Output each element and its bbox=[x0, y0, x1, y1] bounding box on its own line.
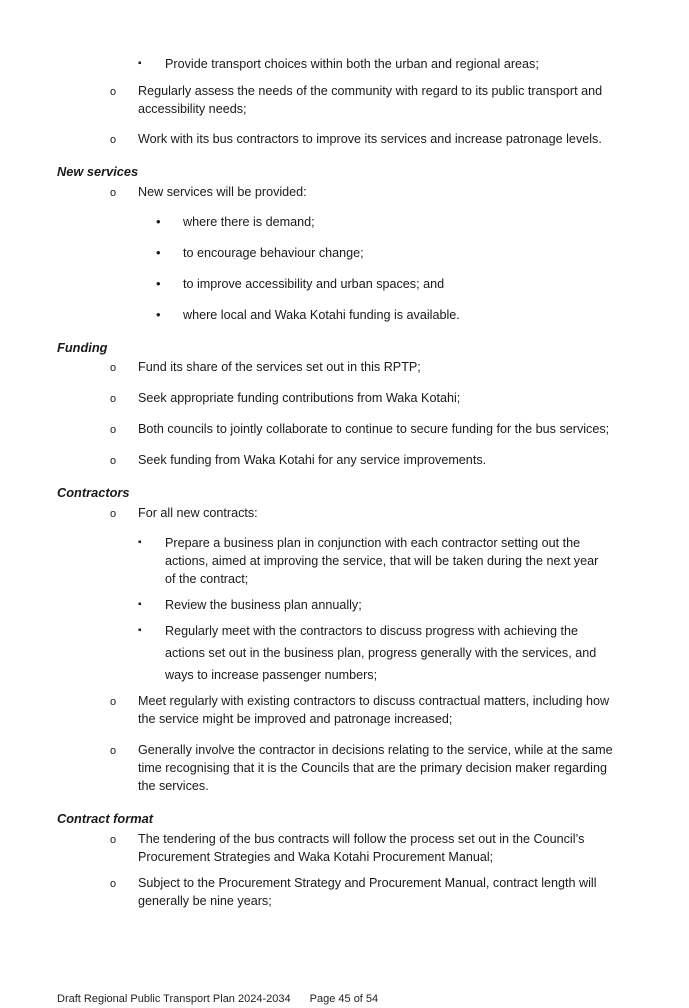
list-item: Seek appropriate funding contributions from Waka Kotahi; bbox=[138, 391, 461, 405]
list-item: Review the business plan annually; bbox=[165, 598, 362, 612]
list-item-continued: generally be nine years; bbox=[138, 894, 272, 908]
list-item: Both councils to jointly collaborate to continue to secure funding for the bus services; bbox=[138, 422, 610, 436]
circle-bullet-icon: o bbox=[110, 362, 117, 374]
list-item-continued: time recognising that it is the Councils that are the primary decision maker regarding bbox=[138, 761, 607, 775]
dot-bullet-icon: • bbox=[156, 276, 161, 291]
circle-bullet-icon: o bbox=[110, 508, 117, 520]
circle-bullet-icon: o bbox=[110, 745, 117, 757]
circle-bullet-icon: o bbox=[110, 86, 117, 98]
section-heading-funding: Funding bbox=[57, 340, 108, 355]
section-heading-contractors: Contractors bbox=[57, 485, 130, 500]
list-item: For all new contracts: bbox=[138, 506, 258, 520]
list-item: Prepare a business plan in conjunction with each contractor setting out the bbox=[165, 536, 581, 550]
list-item-continued: of the contract; bbox=[165, 572, 249, 586]
list-item-continued: Procurement Strategies and Waka Kotahi Procurement Manual; bbox=[138, 850, 494, 864]
page-footer bbox=[57, 990, 394, 1008]
list-item: Seek funding from Waka Kotahi for any service improvements. bbox=[138, 453, 487, 467]
square-bullet-icon: ▪ bbox=[138, 599, 142, 610]
square-bullet-icon: ▪ bbox=[138, 58, 142, 69]
section-heading-new-services: New services bbox=[57, 164, 139, 179]
circle-bullet-icon: o bbox=[110, 134, 117, 146]
list-item: New services will be provided: bbox=[138, 185, 307, 199]
list-item: to encourage behaviour change; bbox=[183, 246, 364, 260]
list-item: Regularly meet with the contractors to discuss progress with achieving the bbox=[165, 624, 578, 638]
dot-bullet-icon: • bbox=[156, 307, 161, 322]
list-item-continued: the service might be improved and patronage increased; bbox=[138, 712, 453, 726]
list-item: where there is demand; bbox=[183, 215, 315, 229]
circle-bullet-icon: o bbox=[110, 424, 117, 436]
circle-bullet-icon: o bbox=[110, 834, 117, 846]
list-item: Regularly assess the needs of the community with regard to its public transport and bbox=[138, 84, 603, 98]
list-item-continued: accessibility needs; bbox=[138, 102, 247, 116]
list-item: Generally involve the contractor in decisions relating to the service, while at the same bbox=[138, 743, 613, 757]
list-item-continued: actions, aimed at improving the service, that will be taken during the next year bbox=[165, 554, 599, 568]
dot-bullet-icon: • bbox=[156, 245, 161, 260]
list-item: Work with its bus contractors to improve its services and increase patronage levels. bbox=[138, 132, 602, 146]
footer-page-number: Page 45 of 54 bbox=[309, 993, 379, 1005]
list-item-continued: ways to increase passenger numbers; bbox=[165, 668, 378, 682]
circle-bullet-icon: o bbox=[110, 455, 117, 467]
list-item: Subject to the Procurement Strategy and Procurement Manual, contract length will bbox=[138, 876, 597, 890]
square-bullet-icon: ▪ bbox=[138, 537, 142, 548]
circle-bullet-icon: o bbox=[110, 696, 117, 708]
list-item: Meet regularly with existing contractors to discuss contractual matters, including how bbox=[138, 694, 610, 708]
square-bullet-icon: ▪ bbox=[138, 625, 142, 636]
dot-bullet-icon: • bbox=[156, 214, 161, 229]
list-item: where local and Waka Kotahi funding is available. bbox=[183, 308, 460, 322]
circle-bullet-icon: o bbox=[110, 393, 117, 405]
list-item: The tendering of the bus contracts will follow the process set out in the Council’s bbox=[138, 832, 585, 846]
footer-document-title: Draft Regional Public Transport Plan 2024-2034 bbox=[57, 993, 291, 1005]
list-item: Fund its share of the services set out in this RPTP; bbox=[138, 360, 421, 374]
list-item: Provide transport choices within both the urban and regional areas; bbox=[165, 57, 539, 71]
list-item-continued: the services. bbox=[138, 779, 209, 793]
list-item-continued: actions set out in the business plan, progress generally with the services, and bbox=[165, 646, 597, 660]
section-heading-contract-format: Contract format bbox=[57, 811, 153, 826]
list-item: to improve accessibility and urban spaces; and bbox=[183, 277, 445, 291]
circle-bullet-icon: o bbox=[110, 187, 117, 199]
circle-bullet-icon: o bbox=[110, 878, 117, 890]
